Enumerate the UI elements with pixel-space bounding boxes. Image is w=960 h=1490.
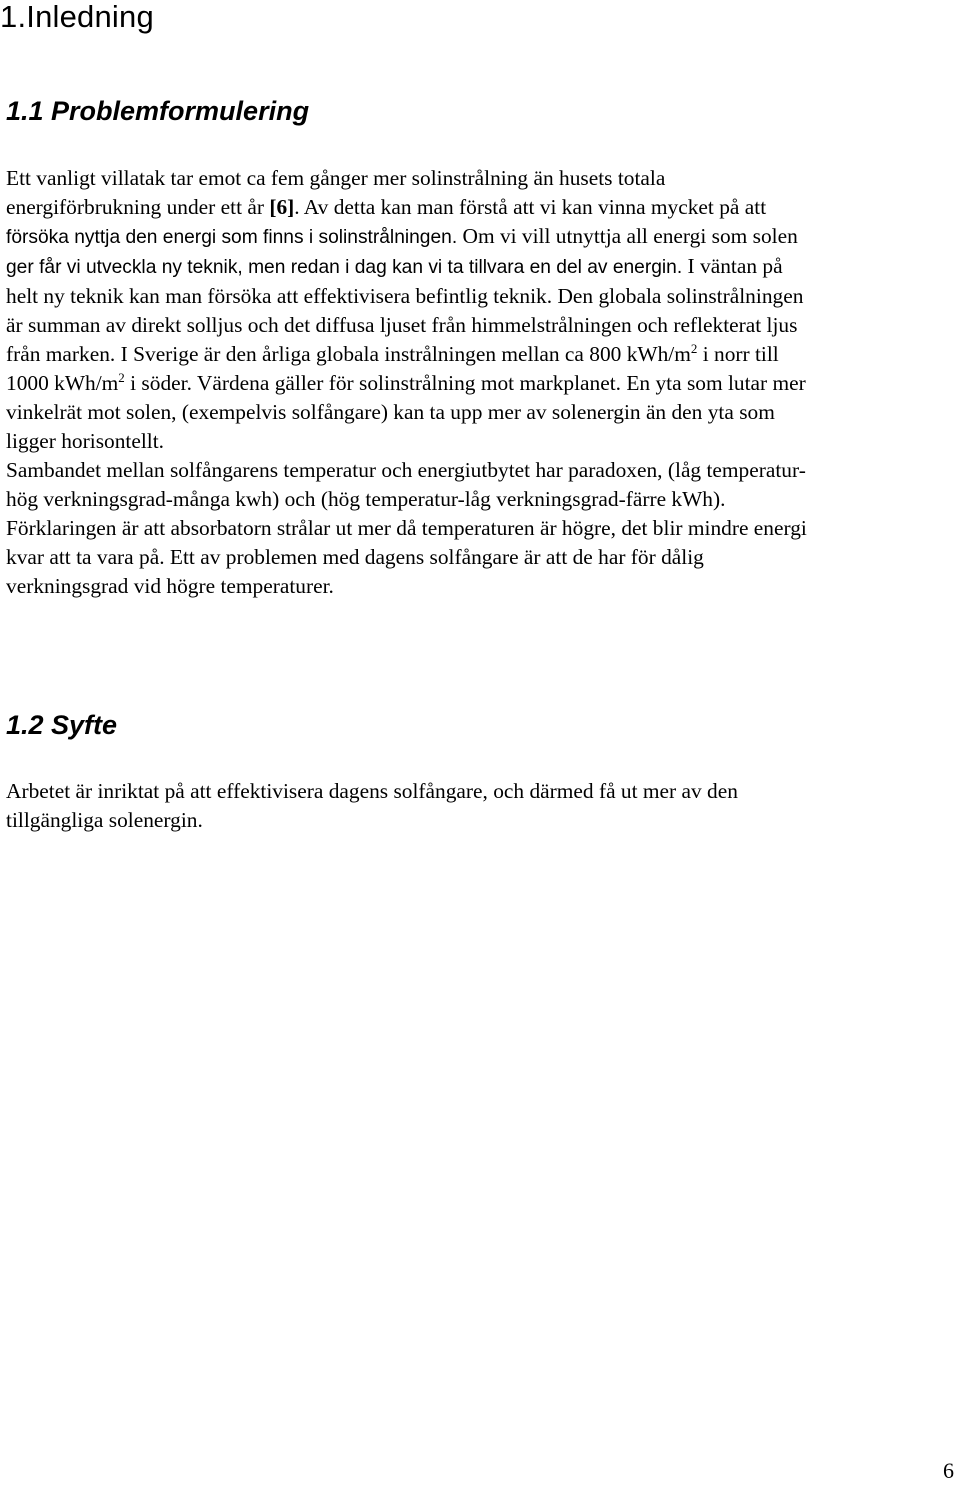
text-segment: I Sverige är den årliga globala instrålningen mellan ca 800 kWh/m [115,342,691,366]
text-segment: Den globala solinstrålningen [552,284,804,308]
section-heading-syfte: 1.2 Syfte [6,710,118,740]
text-segment: Värdena gäller för solinstrålning mot markplanet. [191,371,622,395]
text-segment: kvar att ta vara på. [6,545,165,569]
text-line [6,282,951,311]
text-segment: Arbetet är inriktat på att effektivisera dagens solfångare, och därmed få ut mer av den [6,779,738,803]
text-segment: ligger horisontellt. [6,429,165,453]
text-segment: i söder. [124,371,192,395]
section-heading-problemformulering: 1.1 Problemformulering [6,96,310,126]
text-line [6,806,951,835]
page-number: 6 [943,1458,954,1483]
text-line [6,369,951,398]
text-segment: . Av detta kan man förstå att vi kan vinna mycket på att [294,195,767,219]
text-line [6,777,951,806]
text-segment: Sambandet mellan solfångarens temperatur och energiutbytet har paradoxen, (låg temperatur- [6,458,806,482]
text-line [6,427,951,456]
text-segment: i norr till [697,342,779,366]
superscript: 2 [690,341,698,356]
text-line [6,456,951,485]
superscript: 2 [118,370,125,385]
text-segment: Om vi vill utnyttja all energi som solen [457,224,798,248]
text-segment: I väntan på [682,254,783,278]
text-segment: vinkelrät mot solen, (exempelvis solfångare) kan ta upp mer av solenergin än den yta som [6,400,775,424]
text-line [6,485,951,514]
text-segment: tillgängliga solenergin. [6,808,203,832]
text-segment: Ett av problemen med dagens solfångare är att de har för dålig [164,545,704,569]
text-segment: hög verkningsgrad-många kwh) och (hög temperatur-låg verkningsgrad-färre kWh). [6,487,726,511]
text-line [6,311,951,340]
text-segment: verkningsgrad vid högre temperaturer. [6,574,334,598]
text-segment: Förklaringen är att absorbatorn strålar ut mer då temperaturen är högre, det blir mindre energi [6,516,807,540]
text-segment: En yta som lutar mer [621,371,806,395]
paragraph-syfte [6,777,951,835]
text-line [6,572,951,601]
chapter-heading: 1.Inledning [0,0,154,34]
text-line [6,222,951,252]
text-segment: 1000 kWh/m [6,371,119,395]
text-line [6,514,951,543]
text-line [6,398,951,427]
text-segment: Ett vanligt villatak tar emot ca fem gånger mer solinstrålning än husets totala [6,166,666,190]
text-segment: ger får vi utveckla ny teknik, men redan i dag kan vi ta tillvara en del av energin. [6,257,683,278]
text-segment: energiförbrukning under ett år [6,195,270,219]
text-line [6,543,951,572]
paragraph-problemformulering [6,164,951,601]
text-line [6,340,951,369]
text-line [6,164,951,193]
text-segment: är summan av direkt solljus och det diffusa ljuset från himmelstrålningen och reflekterat ljus [6,313,798,337]
text-segment: från marken. [6,342,116,366]
text-line [6,193,951,222]
text-segment: försöka nyttja den energi som finns i solinstrålningen. [6,227,458,248]
text-segment: helt ny teknik kan man försöka att effektivisera befintlig teknik. [6,284,553,308]
text-line [6,252,951,282]
reference-citation: [6] [269,195,295,219]
